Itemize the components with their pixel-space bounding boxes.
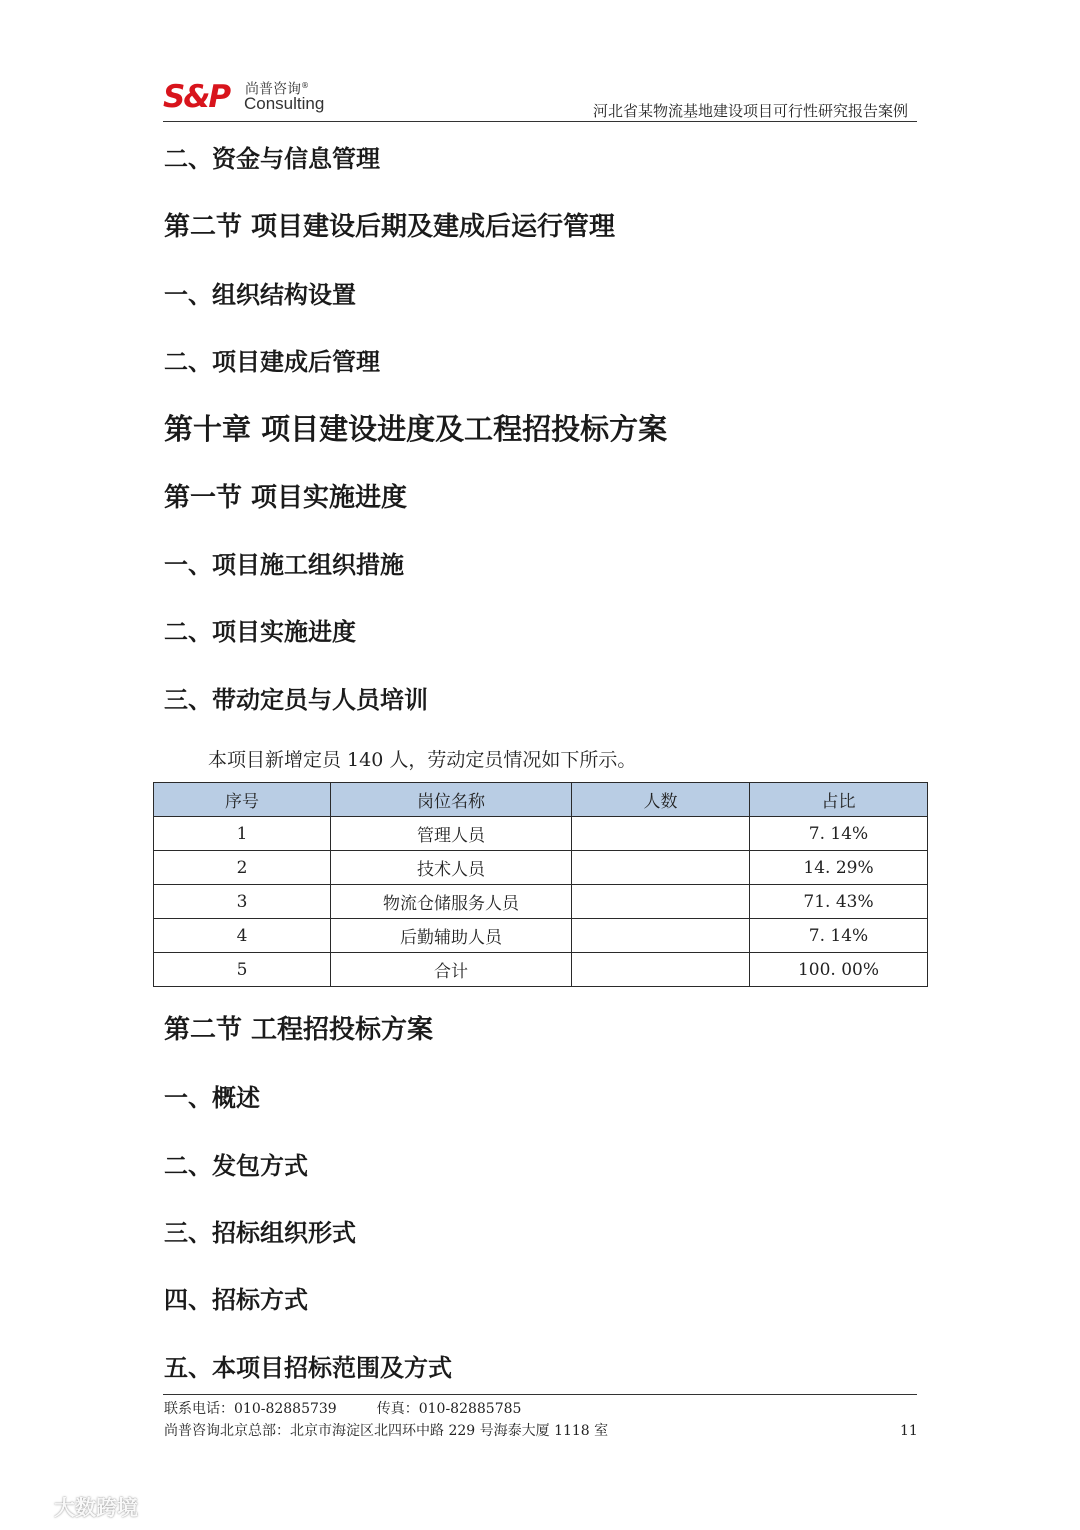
cell-count: [572, 919, 750, 953]
table-header-row: [154, 783, 928, 817]
cell-ratio: 7. 14%: [750, 817, 928, 851]
cell-index: 1: [154, 817, 331, 851]
section-heading-progress: 第一节 项目实施进度: [164, 483, 408, 513]
cell-position: 后勤辅助人员: [331, 919, 572, 953]
col-header-index: 序号: [154, 783, 331, 817]
cell-ratio: 14. 29%: [750, 851, 928, 885]
footer-fax: 传真：010-82885785: [376, 1401, 522, 1417]
cell-ratio: 7. 14%: [750, 919, 928, 953]
report-title: 河北省某物流基地建设项目可行性研究报告案例: [592, 102, 908, 120]
footer-contact: [164, 1400, 521, 1418]
staffing-intro: 本项目新增定员 140 人，劳动定员情况如下所示。: [208, 749, 637, 771]
cell-position: 技术人员: [331, 851, 572, 885]
heading-construction-measures: 一、项目施工组织措施: [164, 551, 404, 579]
watermark-logo-icon: [6, 1497, 52, 1521]
cell-count: [572, 885, 750, 919]
cell-position: 物流仓储服务人员: [331, 885, 572, 919]
cell-count: [572, 851, 750, 885]
watermark: [6, 1492, 138, 1522]
cell-position: 管理人员: [331, 817, 572, 851]
staffing-table: [153, 782, 928, 987]
cell-index: 5: [154, 953, 331, 987]
cell-index: 2: [154, 851, 331, 885]
table-row: [154, 885, 928, 919]
cell-count: [572, 953, 750, 987]
logo-mark: S&P: [163, 79, 230, 115]
table-row: [154, 851, 928, 885]
table-row: [154, 919, 928, 953]
header-rule: [163, 121, 917, 122]
heading-funds-info: 二、资金与信息管理: [164, 145, 380, 173]
footer-rule: [163, 1394, 917, 1395]
cell-position: 合计: [331, 953, 572, 987]
heading-org-structure: 一、组织结构设置: [164, 281, 356, 309]
table-row: [154, 817, 928, 851]
cell-ratio: 71. 43%: [750, 885, 928, 919]
cell-count: [572, 817, 750, 851]
table-row: [154, 953, 928, 987]
footer-address: 尚普咨询北京总部：北京市海淀区北四环中路 229 号海泰大厦 1118 室: [164, 1423, 609, 1439]
cell-index: 3: [154, 885, 331, 919]
heading-tender-scope: 五、本项目招标范围及方式: [164, 1354, 452, 1382]
chapter-heading-10: 第十章 项目建设进度及工程招投标方案: [164, 412, 668, 446]
heading-staffing-training: 三、带动定员与人员培训: [164, 686, 428, 714]
col-header-count: 人数: [572, 783, 750, 817]
logo-en-text: Consulting: [244, 94, 325, 113]
heading-tender-organization: 三、招标组织形式: [164, 1219, 356, 1247]
watermark-text: 大数跨境: [54, 1496, 138, 1520]
cell-ratio: 100. 00%: [750, 953, 928, 987]
section-heading-tendering: 第二节 工程招投标方案: [164, 1015, 434, 1045]
page-number: 11: [900, 1423, 918, 1439]
footer-phone: 联系电话：010-82885739: [164, 1401, 337, 1417]
col-header-ratio: 占比: [750, 783, 928, 817]
heading-post-completion-mgmt: 二、项目建成后管理: [164, 348, 380, 376]
section-heading-post-construction: 第二节 项目建设后期及建成后运行管理: [164, 212, 616, 242]
heading-implementation-progress: 二、项目实施进度: [164, 618, 356, 646]
heading-contracting-method: 二、发包方式: [164, 1152, 308, 1180]
heading-tender-method: 四、招标方式: [164, 1286, 308, 1314]
heading-overview: 一、概述: [164, 1084, 260, 1112]
cell-index: 4: [154, 919, 331, 953]
col-header-position: 岗位名称: [331, 783, 572, 817]
logo-cn-text: 尚普咨询: [245, 81, 301, 98]
